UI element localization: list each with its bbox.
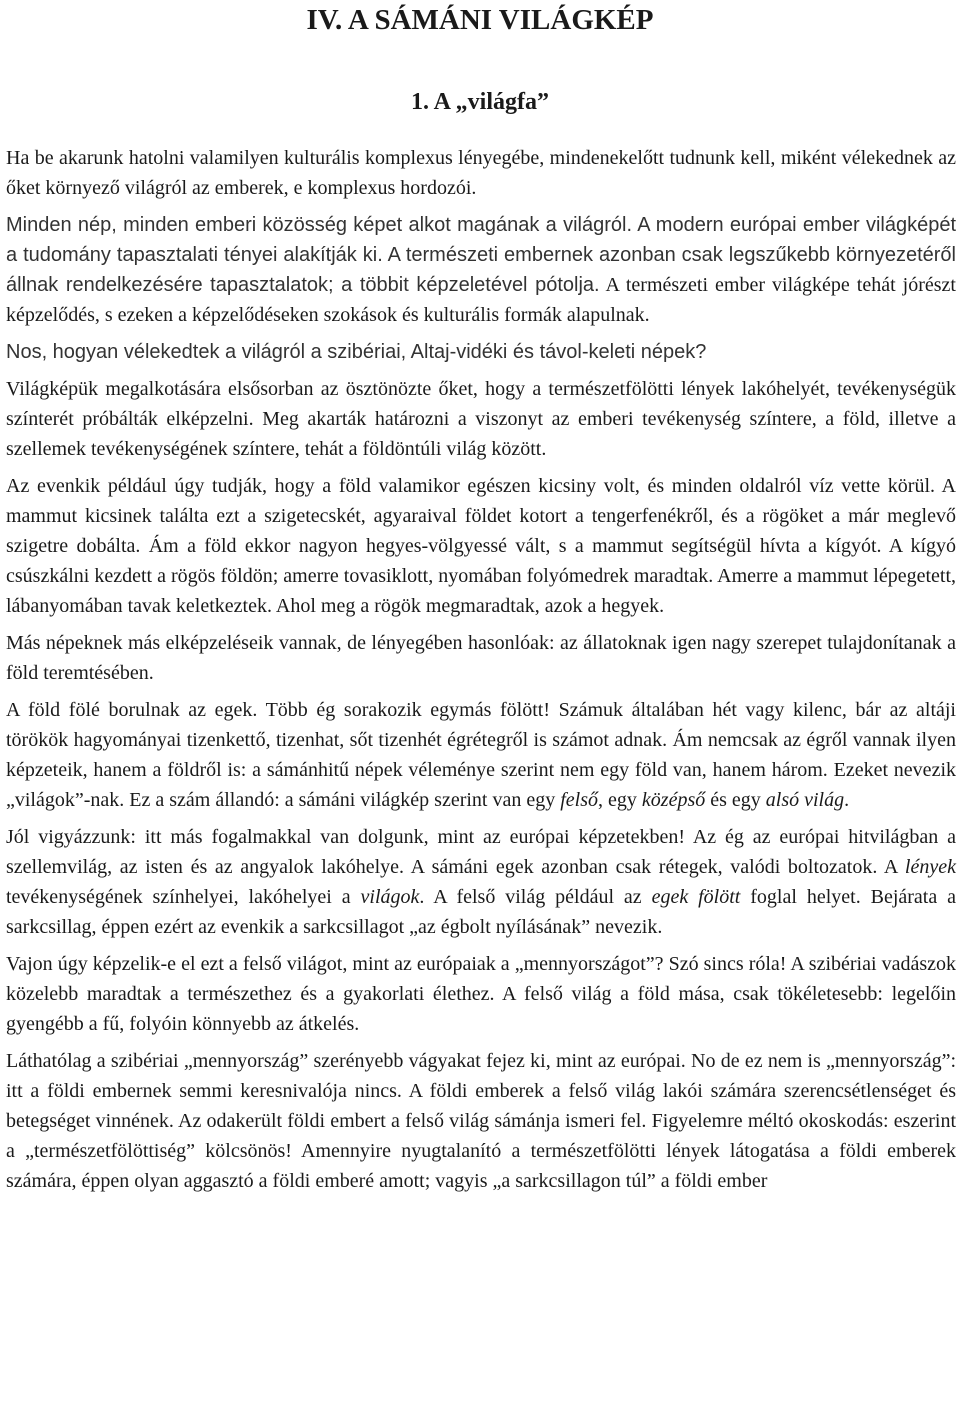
paragraph-7-text-c: és egy	[705, 789, 766, 811]
paragraph-8-text-d: foglal helyet. Bejárata a sarkcsillag, éppen ezért az evenkik a sarkcsillagot „az égbolt nyílásának” nevezik.	[6, 886, 957, 938]
italic-lenyek: lények	[904, 856, 956, 878]
paragraph-3-sans-text: Nos, hogyan vélekedtek a világról a szibériai, Altaj-vidéki és távol-keleti népek?	[6, 341, 707, 363]
italic-also-vilag: alsó világ	[765, 789, 845, 811]
italic-vilagok: világok	[360, 886, 420, 908]
paragraph-2	[6, 210, 956, 330]
paragraph-2-sans-text: Minden nép, minden emberi közösség képet alkot magának a világról. A modern európai ember világképét a tudomány tapasztalati tényei alakítják ki. A természeti embernek azonban csak legszűkebb környezetéről állnak rendelkezésére tapasztalatok; a többit képzeletével pótolja.	[6, 214, 956, 296]
paragraph-8-text-c: . A felső világ például az	[419, 886, 652, 908]
paragraph-3	[6, 337, 956, 367]
body-text	[6, 143, 956, 1196]
italic-felso: felső	[560, 789, 599, 811]
paragraph-9: Vajon úgy képzelik-e el ezt a felső világot, mint az európaiak a „mennyországot”? Szó sincs róla! A szibériai vadászok közelebb maradtak a természethez és a gyakorlati élethez. A felső világ a föld mása, csak tökéletesebb: legelőin gyengébb a fű, folyóin könnyebb az átkelés.	[6, 953, 956, 1035]
paragraph-1: Ha be akarunk hatolni valamilyen kulturális komplexus lényegébe, mindenekelőtt tudnunk kell, miként vélekednek az őket környező világról az emberek, e komplexus hordozói.	[6, 147, 956, 199]
chapter-title: IV. A SÁMÁNI VILÁGKÉP	[306, 4, 654, 36]
paragraph-5: Az evenkik például úgy tudják, hogy a föld valamikor egészen kicsiny volt, és minden oldalról víz vette körül. A mammut kicsinek találta ezt a szigetecskét, agyaraival földet kotort a tengerfenékről, és a rögöket a már meglevő szigetre dobálta. Ám a föld ekkor nagyon hegyes-völgyessé vált, s a mammut segítségül hívta a kígyót. A kígyó csúszkálni kezdett a rögös földön; amerre tovasiklott, nyomában folyómedrek maradtak. Amerre a mammut lépegetett, lábanyomában tavak keletkeztek. Ahol meg a rögök megmaradtak, azok a hegyek.	[6, 475, 956, 617]
paragraph-2-serif-text: A természeti ember világképe tehát jórészt képzelődés, s ezeken a képzelődéseken szokások és kulturális formák alapulnak.	[6, 274, 956, 326]
paragraph-8-text-a: Jól vigyázzunk: itt más fogalmakkal van dolgunk, mint az európai képzetekben! Az ég az európai hitvilágban a szellemvilág, az isten és az angyalok lakóhelye. A sámáni egek azonban csak rétegek, valódi boltozatok. A	[6, 826, 956, 878]
section-title: 1. A „világfa”	[410, 89, 549, 115]
paragraph-8	[6, 822, 956, 942]
paragraph-7	[6, 695, 956, 815]
paragraph-7-text-a: A föld fölé borulnak az egek. Több ég sorakozik egymás fölött! Számuk általában hét vagy kilenc, bár az altáji törökök hagyományai tizenkettő, tizenhat, sőt tizenhét égrétegről is számot adnak. Ám nemcsak az égről vannak ilyen képzeteik, hanem a földről is: a sámánhitű népek véleménye szerint nem egy föld van, hanem három. Ezeket nevezik „világok”-nak. Ez a szám állandó: a sámáni világkép szerint van egy	[6, 699, 956, 811]
paragraph-7-text-b: , egy	[598, 789, 642, 811]
italic-egek-folott: egek fölött	[651, 886, 741, 908]
paragraph-7-text-d: .	[844, 789, 850, 811]
italic-kozepso: középső	[641, 789, 706, 811]
paragraph-4: Világképük megalkotására elsősorban az ösztönözte őket, hogy a természetfölötti lények lakóhelyét, tevékenységük színterét próbálták elképzelni. Meg akarták határozni a viszonyt az emberi tevékenység színtere, a föld, illetve a szellemek tevékenységének színtere, tehát a földöntúli világ között.	[6, 378, 956, 460]
paragraph-6: Más népeknek más elképzeléseik vannak, de lényegében hasonlóak: az állatoknak igen nagy szerepet tulajdonítanak a föld teremtésében.	[6, 632, 956, 684]
paragraph-8-text-b: tevékenységének színhelyei, lakóhelyei a	[6, 886, 361, 908]
paragraph-10: Láthatólag a szibériai „mennyország” szerényebb vágyakat fejez ki, mint az európai. No de ez nem is „mennyország”: itt a földi embernek semmi keresnivalója nincs. A földi emberek a felső világ lakói számára szerencsétlenséget és betegséget vinnének. Az odakerült földi embert a felső világ sámánja ismeri fel. Figyelemre méltó okoskodás: eszerint a „természetfölöttiség” kölcsönös! Amennyire nyugtalanító a természetfölötti lények látogatása a földi emberek számára, éppen olyan aggasztó a földi emberé amott; vagyis „a sarkcsillagon túl” a földi ember	[6, 1050, 956, 1192]
